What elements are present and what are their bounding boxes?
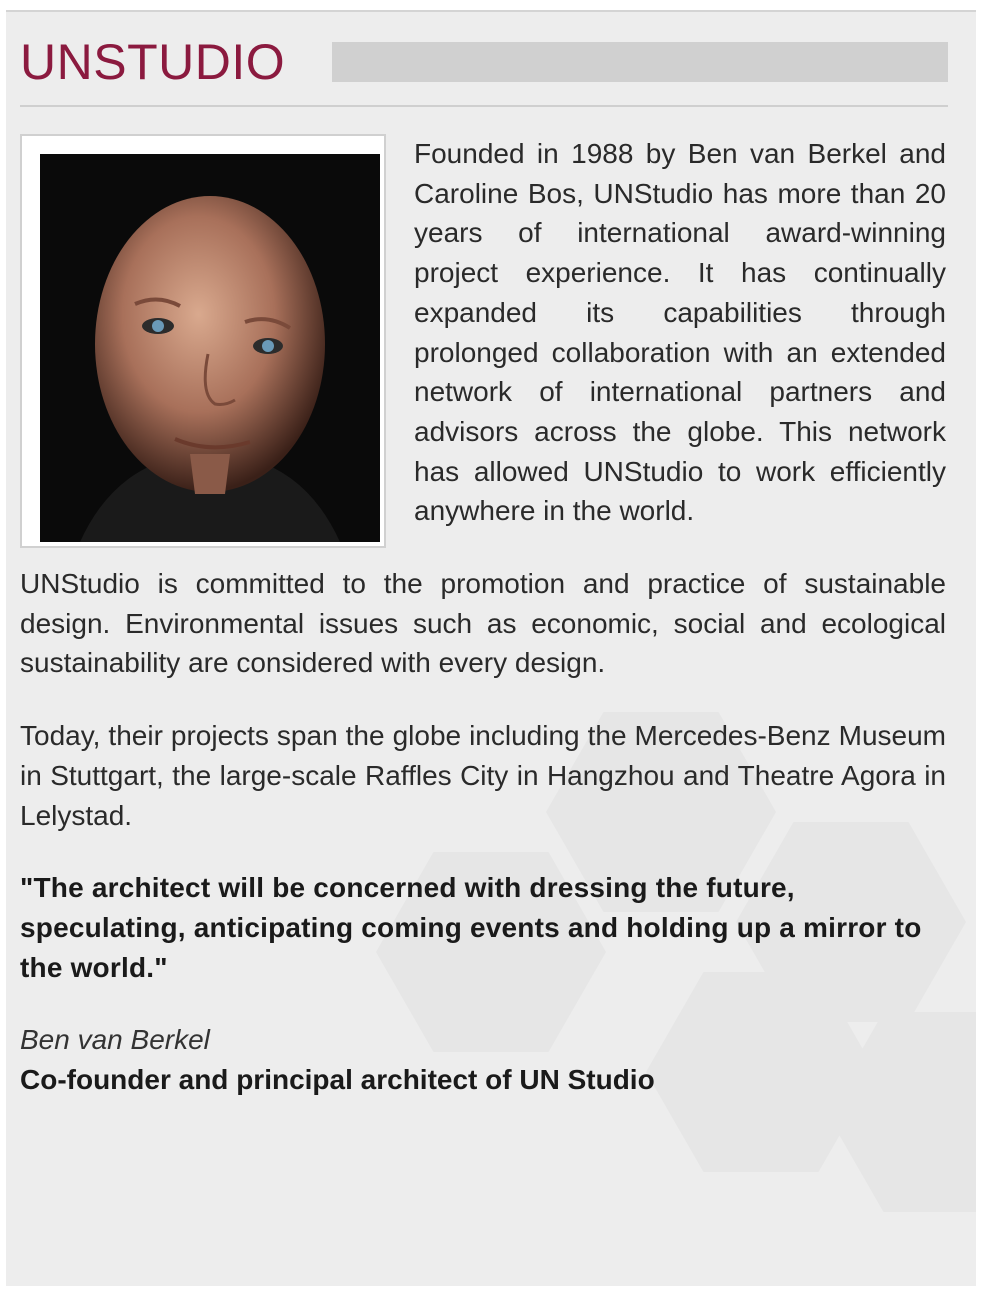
quote: "The architect will be concerned with dressing the future, speculating, anticipating coming events and holding up a mirror to the world."	[20, 872, 922, 983]
paragraph-history: Founded in 1988 by Ben van Berkel and Caroline Bos, UNStudio has more than 20 years of international award-winning project experience. It has continually expanded its capabilities through prolonged collaboration with an extended network of international partners and advisors across the globe. This network has allowed UNStudio to work efficiently anywhere in the world.	[414, 138, 946, 527]
page-title: UNSTUDIO	[20, 34, 286, 90]
portrait-photo	[40, 154, 380, 542]
author-role: Co-founder and principal architect of UN Studio	[20, 1064, 655, 1096]
title-bar-decoration	[332, 42, 948, 82]
section-header	[20, 32, 948, 92]
header-divider	[20, 105, 948, 107]
author-name: Ben van Berkel	[20, 1024, 210, 1056]
paragraph-projects: Today, their projects span the globe including the Mercedes-Benz Museum in Stuttgart, the large-scale Raffles City in Hangzhou and Theatre Agora in Lelystad.	[20, 720, 946, 831]
portrait-frame	[20, 134, 386, 548]
profile-panel	[6, 10, 976, 1286]
article-body	[20, 134, 946, 1100]
portrait-image	[40, 154, 380, 542]
paragraph-sustainability: UNStudio is committed to the promotion and practice of sustainable design. Environmental issues such as economic, social and ecological sustainability are considered with every design.	[20, 568, 946, 679]
